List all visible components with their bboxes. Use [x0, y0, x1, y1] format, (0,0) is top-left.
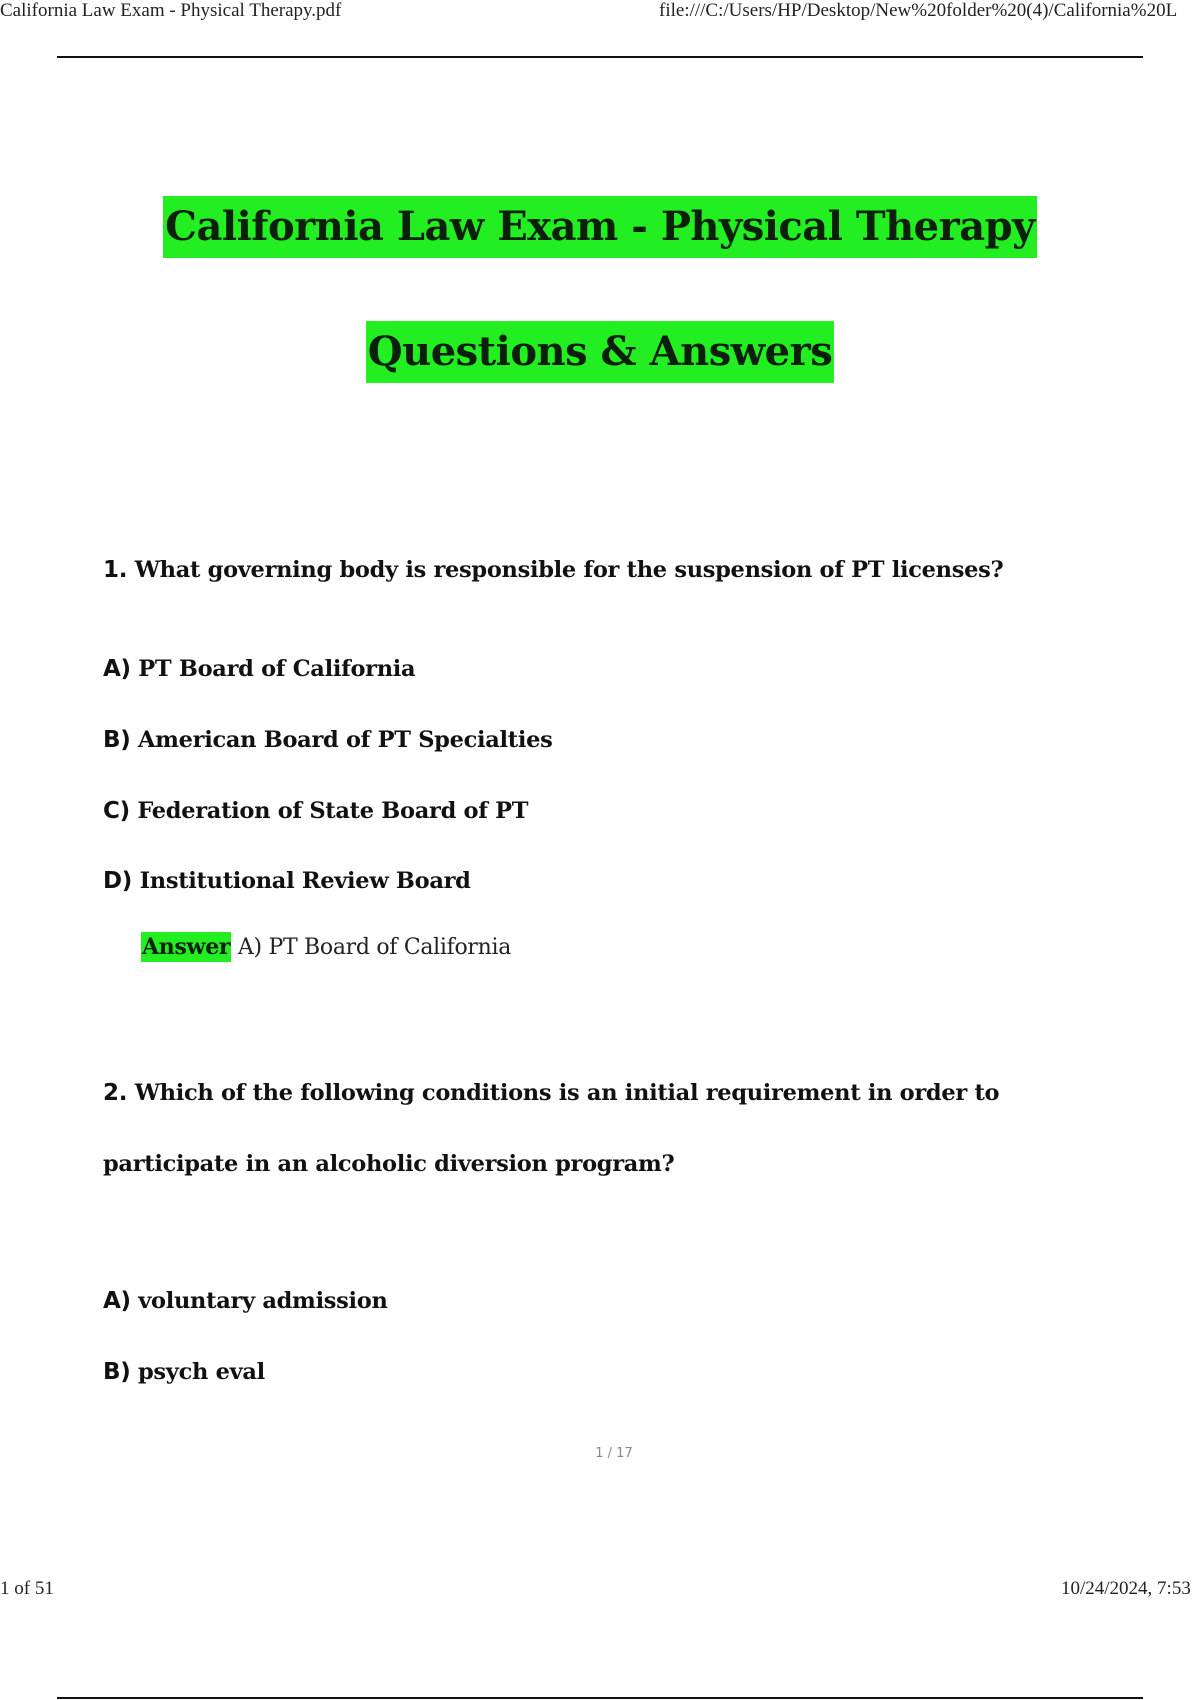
print-footer-datetime: 10/24/2024, 7:53: [1061, 1578, 1191, 1599]
print-footer-page: 1 of 51: [0, 1578, 54, 1599]
option-letter: B): [103, 1359, 131, 1385]
page-indicator: 1 / 17: [595, 1446, 633, 1461]
title-line-1-wrap: [0, 196, 1200, 258]
option-c: [103, 798, 528, 824]
option-b: [103, 1359, 265, 1385]
question-number: 1.: [103, 557, 128, 583]
option-letter: D): [103, 868, 133, 894]
option-text: PT Board of California: [138, 656, 416, 682]
option-a: [103, 1288, 388, 1314]
question-2-continued: [103, 1151, 674, 1177]
question-number: 2.: [103, 1080, 128, 1106]
option-a: [103, 656, 415, 682]
option-text: psych eval: [138, 1359, 265, 1385]
question-2: [103, 1080, 999, 1106]
option-letter: A): [103, 1288, 131, 1314]
print-header-path: file:///C:/Users/HP/Desktop/New%20folder%20(4)/California%20L: [659, 0, 1178, 21]
option-b: [103, 727, 552, 753]
option-letter: B): [103, 727, 131, 753]
document-subtitle: Questions & Answers: [366, 321, 834, 383]
answer-text: A) PT Board of California: [237, 935, 512, 960]
header-divider: [57, 56, 1143, 58]
question-text: participate in an alcoholic diversion program?: [103, 1151, 675, 1177]
question-1: [103, 557, 1003, 583]
question-text: What governing body is responsible for the suspension of PT licenses?: [134, 557, 1004, 583]
footer-divider: [57, 1697, 1143, 1699]
option-letter: C): [103, 798, 130, 824]
option-letter: A): [103, 656, 131, 682]
document-title: California Law Exam - Physical Therapy: [163, 196, 1037, 258]
option-text: voluntary admission: [138, 1288, 388, 1314]
answer-label: Answer: [142, 934, 231, 960]
option-text: Federation of State Board of PT: [137, 798, 529, 824]
print-header-title: California Law Exam - Physical Therapy.pdf: [0, 0, 342, 21]
answer-1: [141, 934, 511, 960]
option-d: [103, 868, 471, 894]
option-text: Institutional Review Board: [139, 868, 471, 894]
question-text: Which of the following conditions is an initial requirement in order to: [134, 1080, 1000, 1106]
option-text: American Board of PT Specialties: [138, 727, 553, 753]
title-line-2-wrap: [0, 321, 1200, 383]
